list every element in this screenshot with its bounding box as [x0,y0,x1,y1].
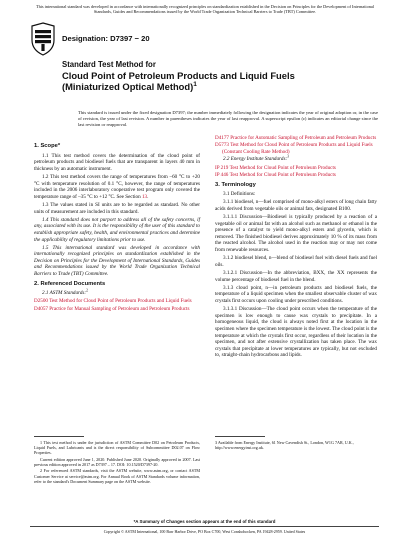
astm-footnote-mark: 2 [86,288,88,293]
term-3-1-1-1: 3.1.1.1 Discussion—Biodiesel is typically produced by a reaction of a vegetable oil or animal fat with an alcohol such as methanol or ethanol in the presence of a catalyst to yield mono-alkyl esters and glycerin, which is removed. The finished biodiesel derives approximately 10 % of its mass from the reacted alcohol. The alcohol used in the reaction may or may not come from renewable resources. [215,214,377,254]
summary-of-changes-note: *A Summary of Changes section appears at the end of this standard [133,519,276,524]
footnote-divider [34,436,84,437]
ei-standards-label [215,156,377,163]
page-divider [30,526,379,527]
reference-title[interactable]: Test Method for Cloud Point of Petroleum Products [228,164,336,171]
reference-title[interactable]: Test Method for Cloud Point of Petroleum Products and Liquid Fuels (Constant Cooling Rate Method) [222,142,373,155]
reference-title[interactable]: Test Method for Cloud Point of Petroleum Products and Liquid Fuels [48,298,192,305]
footnote-3: 3 Available from Energy Institute, 61 New Cavendish St., London, W1G 7AR, U.K., http://www.energyinst.org.uk. [215,440,354,451]
issuance-note: This standard is issued under the fixed designation D7397; the number immediately following the designation indicates the year of original adoption or, in the case of revision, the year of last revision. A number in parentheses indicates the year of last reapproval. A superscript epsilon (ε) indicates an editorial change since the last revision or reapproval. [78,110,378,127]
reference-link-d5773[interactable]: D5773 [215,142,229,149]
footnote-1: 1 This test method is under the jurisdiction of ASTM Committee D02 on Petroleum Products, Liquid Fuels, and Lubricants and is the direct responsibility of Subcommittee D02.07 on Flow Properties. [34,440,200,456]
referenced-heading: 2. Referenced Documents [34,280,106,287]
reference-item [215,172,377,179]
title-footnote-mark: 1 [193,80,197,88]
reference-item [215,135,377,142]
title-line-3-text: (Miniaturized Optical Method) [62,81,194,92]
reference-link-d2500[interactable]: D2500 [34,298,48,305]
right-column [215,135,377,361]
reference-item [215,165,377,172]
footnote-divider [215,436,265,437]
international-notice: This international standard was developed in accordance with internationally recognized principles on standardization established in the Decision on Principles for the Development of International Standards, Guides and Recommendations issued by the World Trade Organization Technical Barriers to Trade (TBT) Committee. [35,4,375,15]
reference-title[interactable]: Practice for Manual Sampling of Petroleum and Petroleum Products [48,305,190,312]
title-line-1: Standard Test Method for [62,60,156,69]
term-3-1-2: 3.1.2 biodiesel blend, n—blend of biodiesel fuel with diesel fuels and fuel oils. [215,255,377,268]
reference-item [215,142,377,155]
footnote-2: 2 For referenced ASTM standards, visit the ASTM website, www.astm.org, or contact ASTM Customer Service at service@astm.org. For Annual Book of ASTM Standards volume information, refer to the standard's Document Summary page on the ASTM website. [34,468,200,484]
footnote-1-edition: Current edition approved June 1, 2020. Published June 2020. Originally approved in 2007. Last previous edition approved in 2017 as D7397 – 17. DOI: 10.1520/D7397-20. [34,456,200,467]
designation: Designation: D7397 − 20 [62,34,150,43]
scope-1-3: 1.3 The values stated in SI units are to be regarded as standard. No other units of measurement are included in this standard. [34,201,200,215]
scope-1-1: 1.1 This test method covers the determination of the cloud point of petroleum products and biodiesel fuels that are transparent in layers 40 mm in thickness by an automatic instrument. [34,152,200,172]
scope-heading: 1. Scope* [34,143,61,149]
reference-item [34,298,200,305]
document-title [62,60,362,92]
reference-link-ip446[interactable]: IP 446 [215,171,229,178]
astm-standards-text: 2.1 ASTM Standards: [42,290,87,297]
term-3-1-3-1: 3.1.3.1 Discussion—The cloud point occurs when the temperature of the specimen is low enough to cause wax crystals to precipitate. In a homogeneous liquid, the cloud is always noted first at the location in the specimen where the specimen temperature is the lowest. The cloud point is the temperature at which the crystals first occur, regardless of their location in the specimen, and not after extensive crystallization has taken place. The wax crystals that precipitate at lower temperatures are typically, but not excluded to, straight-chain hydrocarbons and lipids. [215,306,377,359]
scope-1-2-text: 1.2 This test method covers the range of temperatures from –60 °C to +20 °C with temperature resolution of 0.1 °C, however, the range of temperatures included in the 2006 interlaboratory cooperative test program only covered the temperature range of –35 °C to +12 °C. See Section [34,173,200,200]
footnotes-left [34,440,200,485]
term-3-1: 3.1 Definitions: [223,191,256,198]
reference-title[interactable]: Practice for Automatic Sampling of Petroleum and Petroleum Products [229,135,377,141]
scope-1-2: 1.2 This test method covers the range of temperatures from –60 °C to +20 °C with temperature resolution of 0.1 °C, however, the range of temperatures included in the 2006 interlaboratory cooperative test program only covered the temperature range of –35 °C to +12 °C. See Section 13. [34,173,200,200]
title-line-2: Cloud Point of Petroleum Products and Liquid Fuels [62,70,295,81]
left-column [34,140,200,313]
title-line-3 [62,81,362,92]
ei-footnote-mark: 3 [287,154,289,159]
reference-link-d4057[interactable]: D4057 [34,305,48,312]
reference-item [34,306,200,313]
ei-standards-text: 2.2 Energy Institute Standards: [223,156,288,163]
terminology-heading: 3. Terminology [215,181,256,188]
scope-1-5: 1.5 This international standard was developed in accordance with internationally recognized principles on standardization established in the Decision on Principles for the Development of International Standards, Guides and Recommendations issued by the World Trade Organization Technical Barriers to Trade (TBT) Committee. [34,244,200,278]
term-3-1-1: 3.1.1 biodiesel, n—fuel comprised of mono-alkyl esters of long chain fatty acids derived from vegetable oils or animal fats, designated B100. [215,199,377,212]
astm-logo-icon [30,22,56,56]
term-3-1-2-1: 3.1.2.1 Discussion—In the abbreviation, BXX, the XX represents the volume percentage of biodiesel fuel in the blend. [215,270,377,283]
section-13-link[interactable]: 13 [141,193,148,200]
reference-link-d4177[interactable]: D4177 [215,135,229,141]
astm-standards-label [34,290,200,297]
term-3-1-3: 3.1.3 cloud point, n—in petroleum products and biodiesel fuels, the temperature of a liquid specimen when the smallest observable cluster of wax crystals first occurs upon cooling under prescribed conditions. [215,284,377,305]
reference-title[interactable]: Test Method for Cloud Point of Petroleum Products [228,171,336,178]
reference-link-ip219[interactable]: IP 219 [215,164,229,171]
copyright-line: Copyright © ASTM International, 100 Barr Harbor Drive, PO Box C700, West Conshohocken, PA 19428-2959. United States [103,529,306,534]
scope-1-4: 1.4 This standard does not purport to address all of the safety concerns, if any, associated with its use. It is the responsibility of the user of this standard to establish appropriate safety, health, and environmental practices and determine the applicability of regulatory limitations prior to use. [34,216,200,243]
